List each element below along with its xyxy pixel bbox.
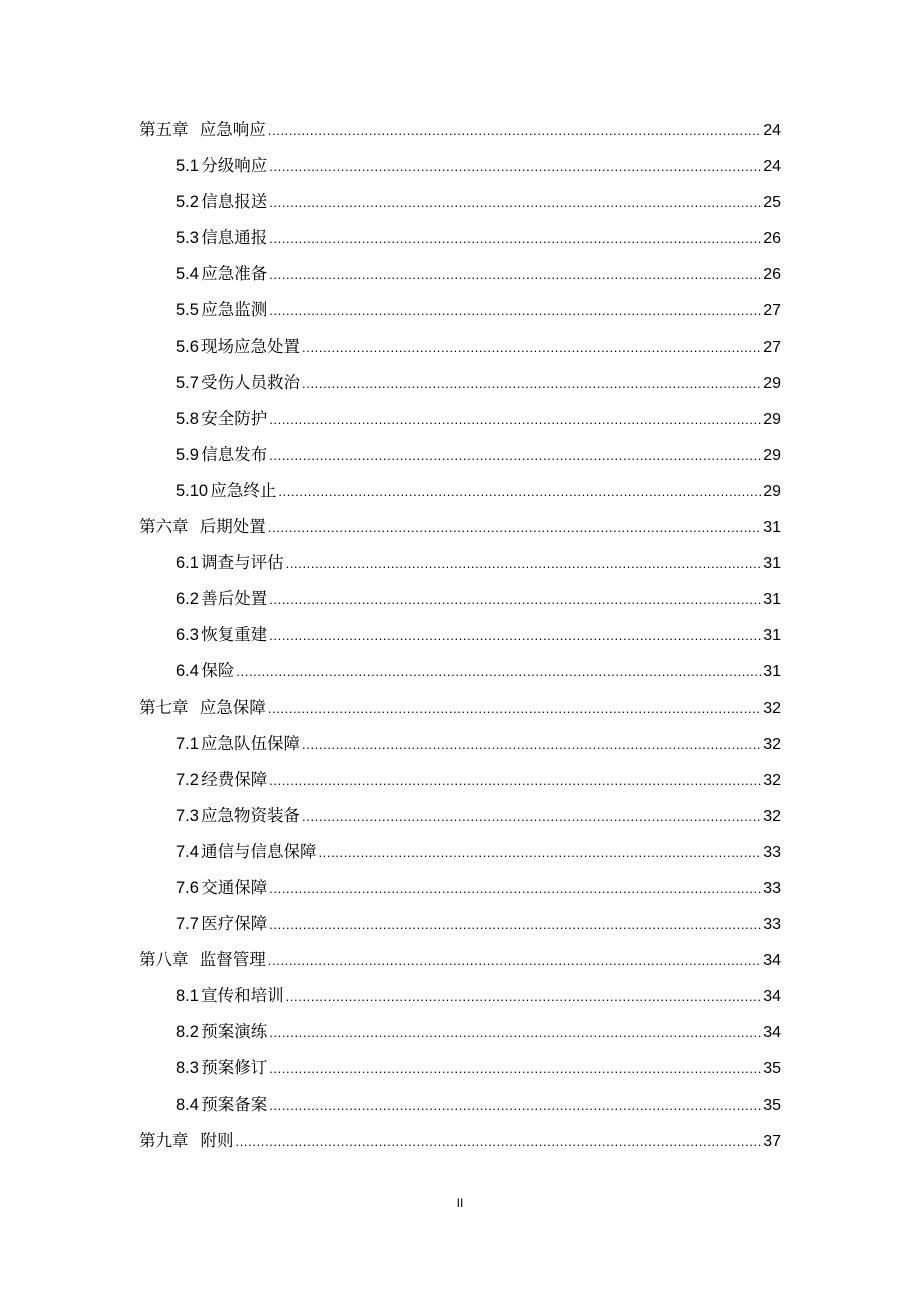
- toc-entry-number: 第八章: [139, 950, 189, 970]
- toc-entry-title: 受伤人员救治: [201, 372, 301, 392]
- toc-dot-leader: [302, 330, 761, 366]
- toc-dot-leader: [269, 149, 761, 185]
- toc-entry-page: 35: [763, 1096, 781, 1114]
- toc-entry-page: 32: [763, 771, 781, 789]
- toc-entry-page: 26: [763, 266, 781, 284]
- toc-entry-number: 8.3: [176, 1059, 199, 1078]
- toc-entry-page: 32: [763, 735, 781, 753]
- toc-dot-leader: [286, 979, 762, 1015]
- toc-dot-leader: [269, 907, 761, 943]
- toc-section-entry[interactable]: [139, 473, 781, 509]
- toc-entry-title: 应急队伍保障: [201, 733, 301, 753]
- toc-entry-number: 5.8: [176, 409, 199, 428]
- toc-section-entry[interactable]: [139, 220, 781, 256]
- toc-entry-number: 第九章: [139, 1130, 189, 1150]
- toc-entry-page: 27: [763, 302, 781, 320]
- table-of-contents: [139, 112, 781, 1159]
- toc-dot-leader: [268, 510, 761, 546]
- toc-entry-title: 应急终止: [210, 480, 277, 500]
- toc-entry-number: 7.2: [176, 770, 199, 789]
- toc-entry-number: 5.3: [176, 229, 199, 248]
- toc-entry-page: 33: [763, 879, 781, 897]
- toc-dot-leader: [269, 618, 761, 654]
- toc-entry-page: 35: [763, 1060, 781, 1078]
- toc-entry-title: 恢复重建: [201, 625, 268, 645]
- toc-section-entry[interactable]: [139, 798, 781, 834]
- toc-section-entry[interactable]: [139, 148, 781, 184]
- toc-entry-number: 7.3: [176, 806, 199, 825]
- toc-entry-title: 信息发布: [201, 444, 268, 464]
- toc-entry-number: 5.10: [176, 481, 209, 500]
- toc-entry-page: 37: [763, 1132, 781, 1150]
- toc-entry-title: 预案修订: [201, 1058, 268, 1078]
- toc-entry-title: 应急物资装备: [201, 805, 301, 825]
- toc-section-entry[interactable]: [139, 437, 781, 473]
- toc-entry-page: 29: [763, 410, 781, 428]
- page-number-footer: II: [456, 1196, 464, 1210]
- toc-entry-number: 6.2: [176, 590, 199, 609]
- toc-entry-page: 29: [763, 482, 781, 500]
- toc-section-entry[interactable]: [139, 726, 781, 762]
- toc-dot-leader: [268, 691, 761, 727]
- toc-chapter-entry[interactable]: [139, 690, 781, 726]
- toc-entry-number: 5.2: [176, 193, 199, 212]
- toc-entry-title: 应急监测: [201, 300, 268, 320]
- toc-chapter-entry[interactable]: [139, 942, 781, 978]
- toc-entry-title: 应急保障: [199, 697, 266, 717]
- toc-entry-title: 交通保障: [201, 877, 268, 897]
- toc-entry-number: 第六章: [139, 517, 189, 537]
- toc-entry-title: 宣传和培训: [201, 986, 284, 1006]
- toc-section-entry[interactable]: [139, 292, 781, 328]
- toc-entry-number: 6.1: [176, 554, 199, 573]
- toc-entry-page: 31: [763, 519, 781, 537]
- toc-entry-number: 8.1: [176, 987, 199, 1006]
- toc-section-entry[interactable]: [139, 545, 781, 581]
- toc-section-entry[interactable]: [139, 617, 781, 653]
- toc-entry-title: 保险: [201, 661, 235, 681]
- toc-dot-leader: [236, 654, 761, 690]
- toc-entry-title: 预案演练: [201, 1022, 268, 1042]
- toc-entry-page: 26: [763, 230, 781, 248]
- toc-dot-leader: [318, 835, 761, 871]
- toc-dot-leader: [302, 727, 761, 763]
- toc-dot-leader: [269, 582, 761, 618]
- toc-dot-leader: [269, 185, 761, 221]
- toc-section-entry[interactable]: [139, 653, 781, 689]
- toc-section-entry[interactable]: [139, 581, 781, 617]
- toc-section-entry[interactable]: [139, 1050, 781, 1086]
- toc-entry-title: 医疗保障: [201, 914, 268, 934]
- toc-dot-leader: [269, 1088, 761, 1124]
- toc-dot-leader: [269, 257, 761, 293]
- toc-entry-number: 5.6: [176, 337, 199, 356]
- toc-entry-number: 第五章: [139, 120, 189, 139]
- toc-entry-page: 25: [763, 194, 781, 212]
- toc-entry-title: 后期处置: [199, 517, 266, 537]
- toc-section-entry[interactable]: [139, 1014, 781, 1050]
- toc-section-entry[interactable]: [139, 1087, 781, 1123]
- toc-section-entry[interactable]: [139, 256, 781, 292]
- toc-entry-page: 27: [763, 338, 781, 356]
- toc-entry-number: 7.7: [176, 915, 199, 934]
- toc-section-entry[interactable]: [139, 365, 781, 401]
- toc-chapter-entry[interactable]: [139, 112, 781, 148]
- toc-entry-number: 7.1: [176, 734, 199, 753]
- toc-dot-leader: [268, 113, 761, 149]
- toc-section-entry[interactable]: [139, 762, 781, 798]
- toc-entry-title: 经费保障: [201, 769, 268, 789]
- toc-dot-leader: [269, 763, 761, 799]
- toc-chapter-entry[interactable]: [139, 509, 781, 545]
- toc-entry-page: 31: [763, 555, 781, 573]
- toc-entry-number: 5.1: [176, 157, 199, 176]
- toc-dot-leader: [268, 943, 761, 979]
- toc-entry-title: 信息通报: [201, 228, 268, 248]
- toc-entry-number: 6.3: [176, 626, 199, 645]
- toc-entry-page: 32: [763, 699, 781, 717]
- toc-entry-title: 应急准备: [201, 264, 268, 284]
- toc-entry-title: 信息报送: [201, 192, 268, 212]
- toc-entry-page: 34: [763, 1024, 781, 1042]
- toc-entry-title: 善后处置: [201, 589, 268, 609]
- toc-entry-number: 8.4: [176, 1095, 199, 1114]
- toc-entry-number: 7.6: [176, 878, 199, 897]
- toc-entry-page: 24: [763, 122, 781, 139]
- toc-entry-title: 分级响应: [201, 156, 268, 176]
- toc-entry-number: 6.4: [176, 662, 199, 681]
- toc-entry-title: 附则: [200, 1130, 234, 1150]
- toc-dot-leader: [269, 293, 761, 329]
- toc-section-entry[interactable]: [139, 870, 781, 906]
- toc-entry-page: 31: [763, 627, 781, 645]
- toc-entry-title: 应急响应: [199, 120, 266, 139]
- toc-entry-page: 29: [763, 374, 781, 392]
- toc-entry-title: 通信与信息保障: [200, 841, 317, 861]
- toc-dot-leader: [302, 799, 761, 835]
- toc-entry-page: 31: [763, 663, 781, 681]
- toc-entry-title: 监督管理: [199, 950, 266, 970]
- toc-entry-page: 24: [763, 158, 781, 176]
- toc-entry-page: 33: [763, 916, 781, 934]
- toc-entry-title: 现场应急处置: [201, 336, 301, 356]
- toc-dot-leader: [236, 1124, 762, 1160]
- toc-dot-leader: [302, 366, 761, 402]
- toc-entry-page: 29: [763, 446, 781, 464]
- toc-entry-page: 34: [763, 952, 781, 970]
- toc-entry-number: 第七章: [139, 697, 189, 717]
- toc-entry-title: 调查与评估: [201, 553, 284, 573]
- toc-dot-leader: [269, 221, 761, 257]
- toc-entry-number: 5.4: [176, 265, 199, 284]
- toc-entry-number: 7.4: [176, 842, 199, 861]
- toc-entry-number: 8.2: [176, 1023, 199, 1042]
- toc-entry-page: 31: [763, 591, 781, 609]
- toc-section-entry[interactable]: [139, 978, 781, 1014]
- toc-entry-number: 5.9: [176, 445, 199, 464]
- toc-section-entry[interactable]: [139, 834, 781, 870]
- toc-entry-page: 32: [763, 807, 781, 825]
- toc-dot-leader: [269, 402, 761, 438]
- toc-entry-page: 33: [763, 843, 781, 861]
- toc-entry-page: 34: [763, 988, 781, 1006]
- toc-entry-title: 预案备案: [201, 1094, 268, 1114]
- toc-section-entry[interactable]: [139, 329, 781, 365]
- toc-section-entry[interactable]: [139, 906, 781, 942]
- toc-section-entry[interactable]: [139, 184, 781, 220]
- toc-dot-leader: [269, 1015, 761, 1051]
- toc-section-entry[interactable]: [139, 401, 781, 437]
- toc-chapter-entry[interactable]: [139, 1123, 781, 1159]
- toc-entry-number: 5.7: [176, 373, 199, 392]
- toc-dot-leader: [286, 546, 762, 582]
- toc-dot-leader: [278, 474, 761, 510]
- toc-dot-leader: [269, 438, 761, 474]
- toc-entry-title: 安全防护: [201, 408, 268, 428]
- toc-dot-leader: [269, 1051, 761, 1087]
- toc-entry-number: 5.5: [176, 301, 199, 320]
- toc-dot-leader: [269, 871, 761, 907]
